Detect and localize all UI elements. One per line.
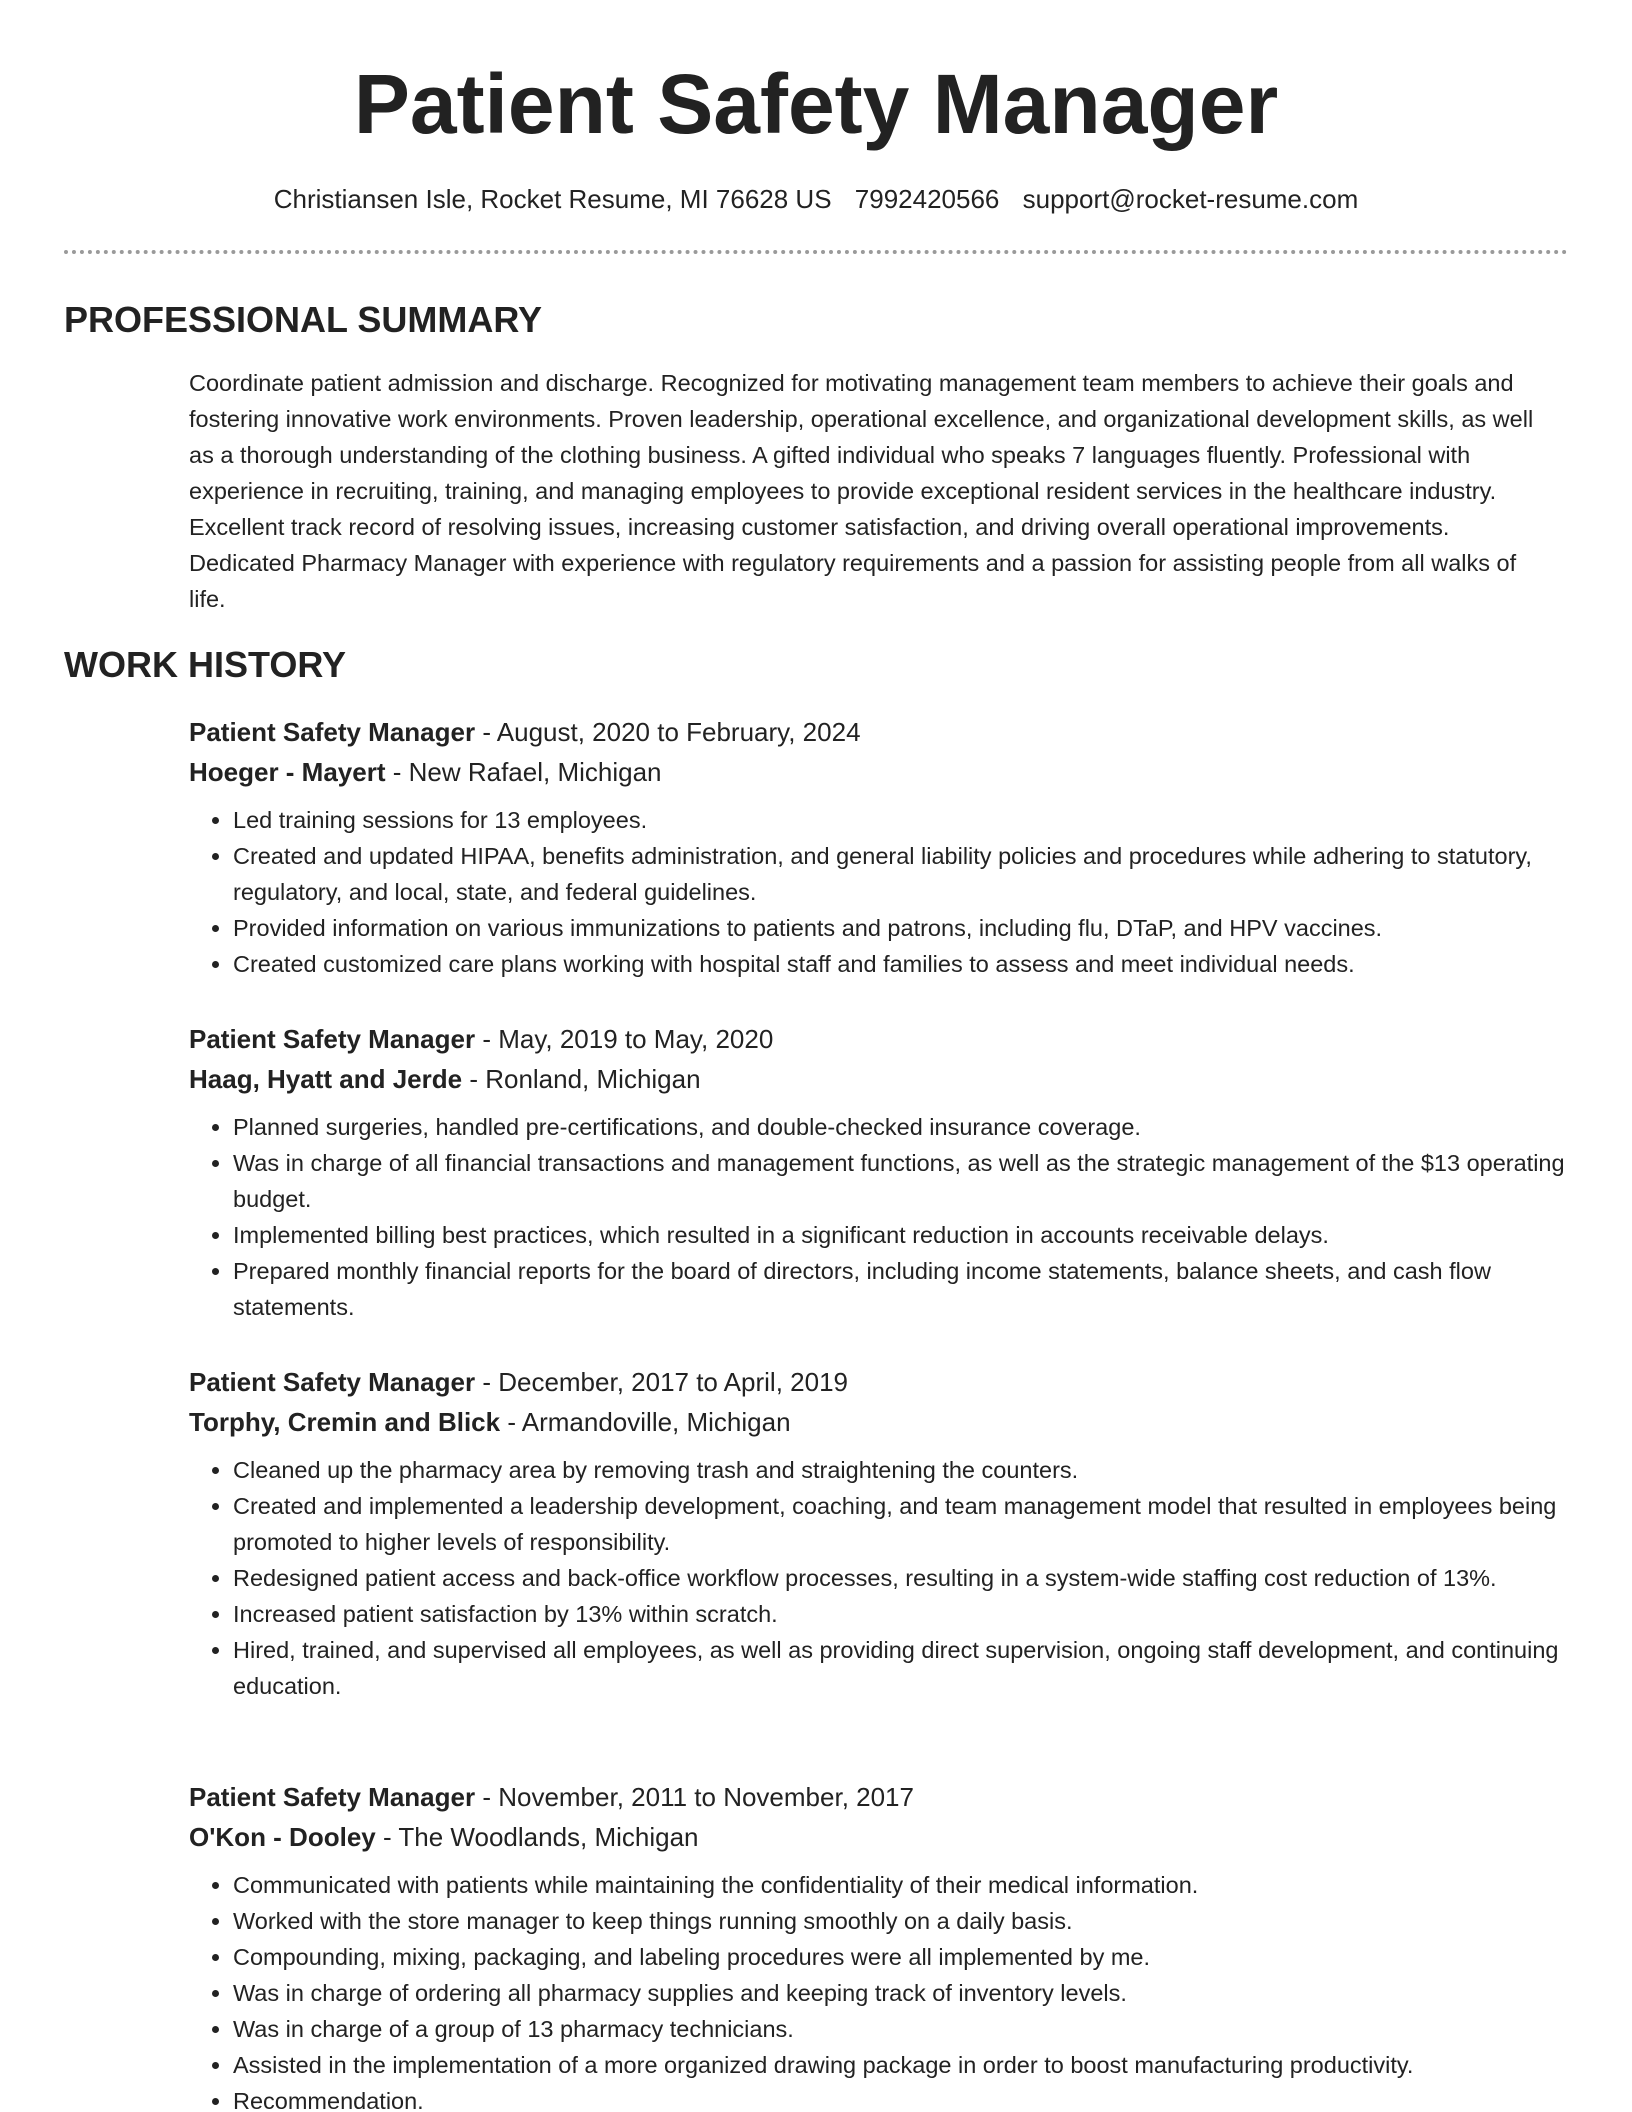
bullet-item: • Prepared monthly financial reports for the board of directors, including income statements, balance sheets, and cash flow statements.: [233, 1253, 1569, 1325]
separator: -: [475, 717, 497, 747]
job-company: O'Kon - Dooley: [189, 1822, 376, 1852]
bullet-item: • Compounding, mixing, packaging, and labeling procedures were all implemented by me.: [233, 1939, 1569, 1975]
job-entry: [189, 1777, 1569, 2112]
job-bullets: [189, 1452, 1569, 1704]
summary-text: Coordinate patient admission and discharge. Recognized for motivating management team members to achieve their goals and fostering innovative work environments. Proven leadership, operational excellence, and organizational development skills, as well as a thorough understanding of the clothing business. A gifted individual who speaks 7 languages fluently. Professional with experience in recruiting, training, and managing employees to provide exceptional resident services in the healthcare industry. Excellent track record of resolving issues, increasing customer satisfaction, and driving overall operational improvements. Dedicated Pharmacy Manager with experience with regulatory requirements and a passion for assisting people from all walks of life.: [189, 370, 1534, 612]
job-dates: November, 2011 to November, 2017: [498, 1782, 914, 1812]
job-company: Haag, Hyatt and Jerde: [189, 1064, 463, 1094]
bullet-item: • Was in charge of ordering all pharmacy supplies and keeping track of inventory levels.: [233, 1975, 1569, 2011]
separator: -: [475, 1367, 499, 1397]
job-company-line: [189, 752, 1569, 792]
job-title: Patient Safety Manager: [189, 1782, 476, 1812]
candidate-name: Patient Safety Manager: [353, 57, 1279, 151]
job-title: Patient Safety Manager: [189, 1024, 476, 1054]
job-location: New Rafael, Michigan: [408, 757, 662, 787]
job-entry: [189, 712, 1569, 982]
bullet-item: • Planned surgeries, handled pre-certifications, and double-checked insurance coverage.: [233, 1109, 1569, 1145]
job-dates: August, 2020 to February, 2024: [496, 717, 861, 747]
bullet-item: • Led training sessions for 13 employees.: [233, 802, 1569, 838]
separator: -: [375, 1822, 399, 1852]
bullet-item: • Redesigned patient access and back-office workflow processes, resulting in a system-wide staffing cost reduction of 13%.: [233, 1560, 1569, 1596]
job-title-line: [189, 1362, 1569, 1402]
separator: -: [462, 1064, 486, 1094]
contact-line: [0, 182, 1632, 216]
job-bullets: [189, 802, 1569, 982]
job-bullets: [189, 1109, 1569, 1325]
separator: -: [475, 1024, 499, 1054]
contact-address: Christiansen Isle, Rocket Resume, MI 76628 US: [273, 184, 832, 214]
job-title: Patient Safety Manager: [189, 1367, 476, 1397]
job-title-line: [189, 1019, 1569, 1059]
bullet-item: • Created and implemented a leadership development, coaching, and team management model that resulted in employees being promoted to higher levels of responsibility.: [233, 1488, 1569, 1560]
job-company: Hoeger - Mayert: [189, 757, 386, 787]
bullet-item: • Was in charge of a group of 13 pharmacy technicians.: [233, 2011, 1569, 2047]
job-location: Ronland, Michigan: [485, 1064, 701, 1094]
job-company-line: [189, 1059, 1569, 1099]
separator: -: [385, 757, 409, 787]
job-title: Patient Safety Manager: [189, 717, 476, 747]
job-company-line: [189, 1817, 1569, 1857]
job-dates: December, 2017 to April, 2019: [498, 1367, 848, 1397]
bullet-item: • Worked with the store manager to keep things running smoothly on a daily basis.: [233, 1903, 1569, 1939]
bullet-item: • Was in charge of all financial transactions and management functions, as well as the strategic management of the $13 operating budget.: [233, 1145, 1569, 1217]
job-title-line: [189, 1777, 1569, 1817]
bullet-item: • Created and updated HIPAA, benefits administration, and general liability policies and procedures while adhering to statutory, regulatory, and local, state, and federal guidelines.: [233, 838, 1569, 910]
bullet-item: • Implemented billing best practices, which resulted in a significant reduction in accounts receivable delays.: [233, 1217, 1569, 1253]
job-bullets: [189, 1867, 1569, 2112]
header-divider: [64, 250, 1568, 254]
bullet-item: • Communicated with patients while maintaining the confidentiality of their medical information.: [233, 1867, 1569, 1903]
job-location: The Woodlands, Michigan: [398, 1822, 699, 1852]
work-history-heading: WORK HISTORY: [64, 644, 347, 685]
separator: -: [475, 1782, 499, 1812]
contact-phone: 7992420566: [854, 184, 1000, 214]
job-dates: May, 2019 to May, 2020: [498, 1024, 774, 1054]
job-entry: [189, 1362, 1569, 1704]
bullet-item: • Cleaned up the pharmacy area by removing trash and straightening the counters.: [233, 1452, 1569, 1488]
bullet-item: • Recommendation.: [233, 2083, 1569, 2112]
bullet-item: • Provided information on various immunizations to patients and patrons, including flu, DTaP, and HPV vaccines.: [233, 910, 1569, 946]
contact-email: support@rocket-resume.com: [1022, 184, 1359, 214]
bullet-item: • Hired, trained, and supervised all employees, as well as providing direct supervision, ongoing staff development, and continuing education.: [233, 1632, 1569, 1704]
job-entry: [189, 1019, 1569, 1325]
job-title-line: [189, 712, 1569, 752]
job-location: Armandoville, Michigan: [521, 1407, 791, 1437]
summary-heading: PROFESSIONAL SUMMARY: [64, 299, 543, 340]
job-company: Torphy, Cremin and Blick: [189, 1407, 501, 1437]
bullet-item: • Increased patient satisfaction by 13% within scratch.: [233, 1596, 1569, 1632]
bullet-item: • Assisted in the implementation of a more organized drawing package in order to boost manufacturing productivity.: [233, 2047, 1569, 2083]
job-company-line: [189, 1402, 1569, 1442]
bullet-item: • Created customized care plans working with hospital staff and families to assess and meet individual needs.: [233, 946, 1569, 982]
separator: -: [500, 1407, 522, 1437]
